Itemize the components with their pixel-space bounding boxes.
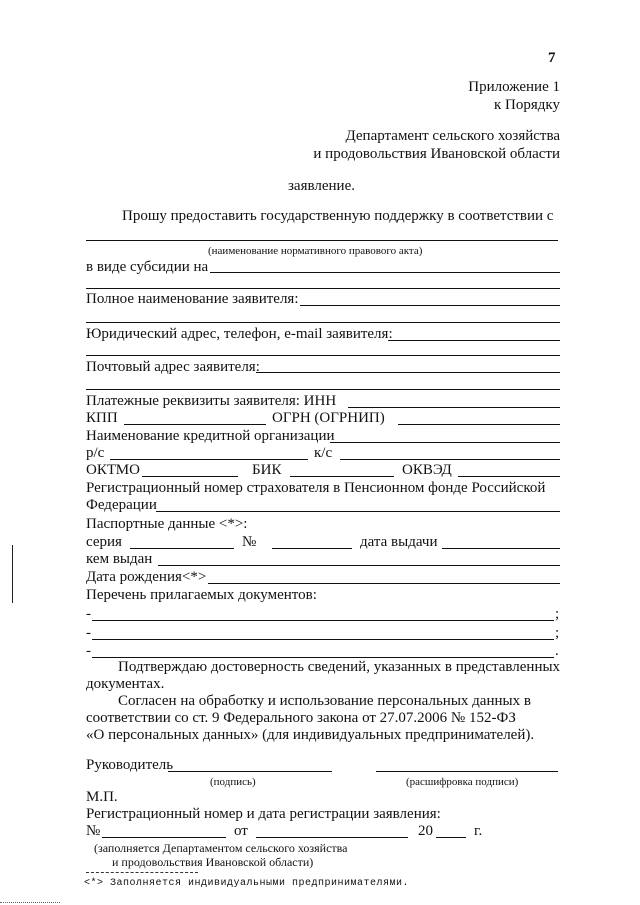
birth-date-field[interactable] <box>208 583 560 584</box>
bank-label: Наименование кредитной организации <box>86 428 335 444</box>
confirm-text-1: Подтверждаю достоверность сведений, указанных в представленных <box>118 659 561 675</box>
subsidy-field-2[interactable] <box>86 288 560 289</box>
reg-year-field[interactable] <box>436 837 466 838</box>
doc-line-field[interactable] <box>92 657 554 658</box>
dept-fill-hint-1: (заполняется Департаментом сельского хозяйства <box>94 841 348 855</box>
act-hint: (наименование нормативного правового акта) <box>208 245 423 257</box>
docs-label: Перечень прилагаемых документов: <box>86 587 317 603</box>
doc-line-end: ; <box>555 625 560 641</box>
number-field[interactable] <box>272 548 352 549</box>
bik-field[interactable] <box>290 476 394 477</box>
payment-label: Платежные реквизиты заявителя: ИНН <box>86 393 337 409</box>
okved-field[interactable] <box>458 476 560 477</box>
legal-address-label: Юридический адрес, телефон, e-mail заявителя: <box>86 326 393 342</box>
bik-label: БИК <box>252 462 282 478</box>
registration-label: Регистрационный номер и дата регистрации заявления: <box>86 806 441 822</box>
scan-corner-mark <box>0 902 60 903</box>
series-field[interactable] <box>130 548 234 549</box>
bank-field[interactable] <box>330 442 560 443</box>
series-label: серия <box>86 534 122 550</box>
subsidy-field[interactable] <box>210 272 560 273</box>
scan-edge-mark <box>12 545 13 603</box>
ogrn-label: ОГРН (ОГРНИП) <box>272 410 385 426</box>
doc-line-dash: - <box>86 643 91 659</box>
rs-field[interactable] <box>110 459 308 460</box>
addressee-line-2: и продовольствия Ивановской области <box>313 146 560 162</box>
oktmo-label: ОКТМО <box>86 462 140 478</box>
form-heading: заявление. <box>288 178 355 194</box>
legal-address-field-2[interactable] <box>86 355 560 356</box>
addressee-line-1: Департамент сельского хозяйства <box>345 128 560 144</box>
oktmo-field[interactable] <box>142 476 238 477</box>
kpp-field[interactable] <box>124 424 266 425</box>
signature-field[interactable] <box>168 771 332 772</box>
intro-text: Прошу предоставить государственную поддержку в соответствии с <box>122 208 554 224</box>
reg-year-prefix: 20 <box>418 823 433 839</box>
pension-label-1: Регистрационный номер страхователя в Пенсионном фонде Российской <box>86 480 546 496</box>
doc-line-dash: - <box>86 625 91 641</box>
head-label: Руководитель <box>86 757 174 773</box>
decoding-hint: (расшифровка подписи) <box>406 776 519 788</box>
appendix-line-1: Приложение 1 <box>468 79 560 95</box>
doc-line-field[interactable] <box>92 620 554 621</box>
appendix-line-2: к Порядку <box>494 97 560 113</box>
pension-label-2: Федерации <box>86 497 157 513</box>
rs-label: р/с <box>86 445 105 461</box>
fullname-label: Полное наименование заявителя: <box>86 291 299 307</box>
pension-field[interactable] <box>156 511 560 512</box>
consent-text-1: Согласен на обработку и использование персональных данных в <box>118 693 531 709</box>
reg-year-suffix: г. <box>474 823 483 839</box>
okved-label: ОКВЭД <box>402 462 452 478</box>
reg-date-field[interactable] <box>256 837 408 838</box>
doc-line-end: . <box>555 643 559 659</box>
kpp-label: КПП <box>86 410 118 426</box>
reg-number-field[interactable] <box>102 837 226 838</box>
dept-fill-hint-2: и продовольствия Ивановской области) <box>112 855 314 869</box>
fullname-field[interactable] <box>300 305 560 306</box>
postal-address-label: Почтовый адрес заявителя: <box>86 359 260 375</box>
page-number: 7 <box>548 50 556 66</box>
confirm-text-2: документах. <box>86 676 165 692</box>
issue-date-field[interactable] <box>442 548 560 549</box>
doc-line-field[interactable] <box>92 639 554 640</box>
seal-label: М.П. <box>86 789 118 805</box>
ogrn-field[interactable] <box>398 424 560 425</box>
footnote-divider <box>86 872 198 873</box>
issued-by-field[interactable] <box>158 565 560 566</box>
postal-address-field[interactable] <box>256 372 560 373</box>
inn-field[interactable] <box>348 407 560 408</box>
ks-label: к/с <box>314 445 333 461</box>
footnote: <*> Заполняется индивидуальными предпринимателями. <box>84 878 410 889</box>
fullname-field-2[interactable] <box>86 322 560 323</box>
subsidy-label: в виде субсидии на <box>86 259 209 275</box>
ks-field[interactable] <box>340 459 560 460</box>
issued-by-label: кем выдан <box>86 551 153 567</box>
birth-date-label: Дата рождения<*> <box>86 569 207 585</box>
doc-line-dash: - <box>86 606 91 622</box>
reg-number-label: № <box>86 823 101 839</box>
decoding-field[interactable] <box>376 771 558 772</box>
number-label: № <box>242 534 257 550</box>
act-field[interactable] <box>86 240 558 241</box>
passport-label: Паспортные данные <*>: <box>86 516 248 532</box>
postal-address-field-2[interactable] <box>86 389 560 390</box>
doc-line-end: ; <box>555 606 560 622</box>
consent-text-3: «О персональных данных» (для индивидуальных предпринимателей). <box>86 727 535 743</box>
signature-hint: (подпись) <box>210 776 256 788</box>
issue-date-label: дата выдачи <box>360 534 438 550</box>
reg-from-label: от <box>234 823 248 839</box>
legal-address-field[interactable] <box>388 340 560 341</box>
consent-text-2: соответствии со ст. 9 Федерального закона от 27.07.2006 № 152-ФЗ <box>86 710 516 726</box>
